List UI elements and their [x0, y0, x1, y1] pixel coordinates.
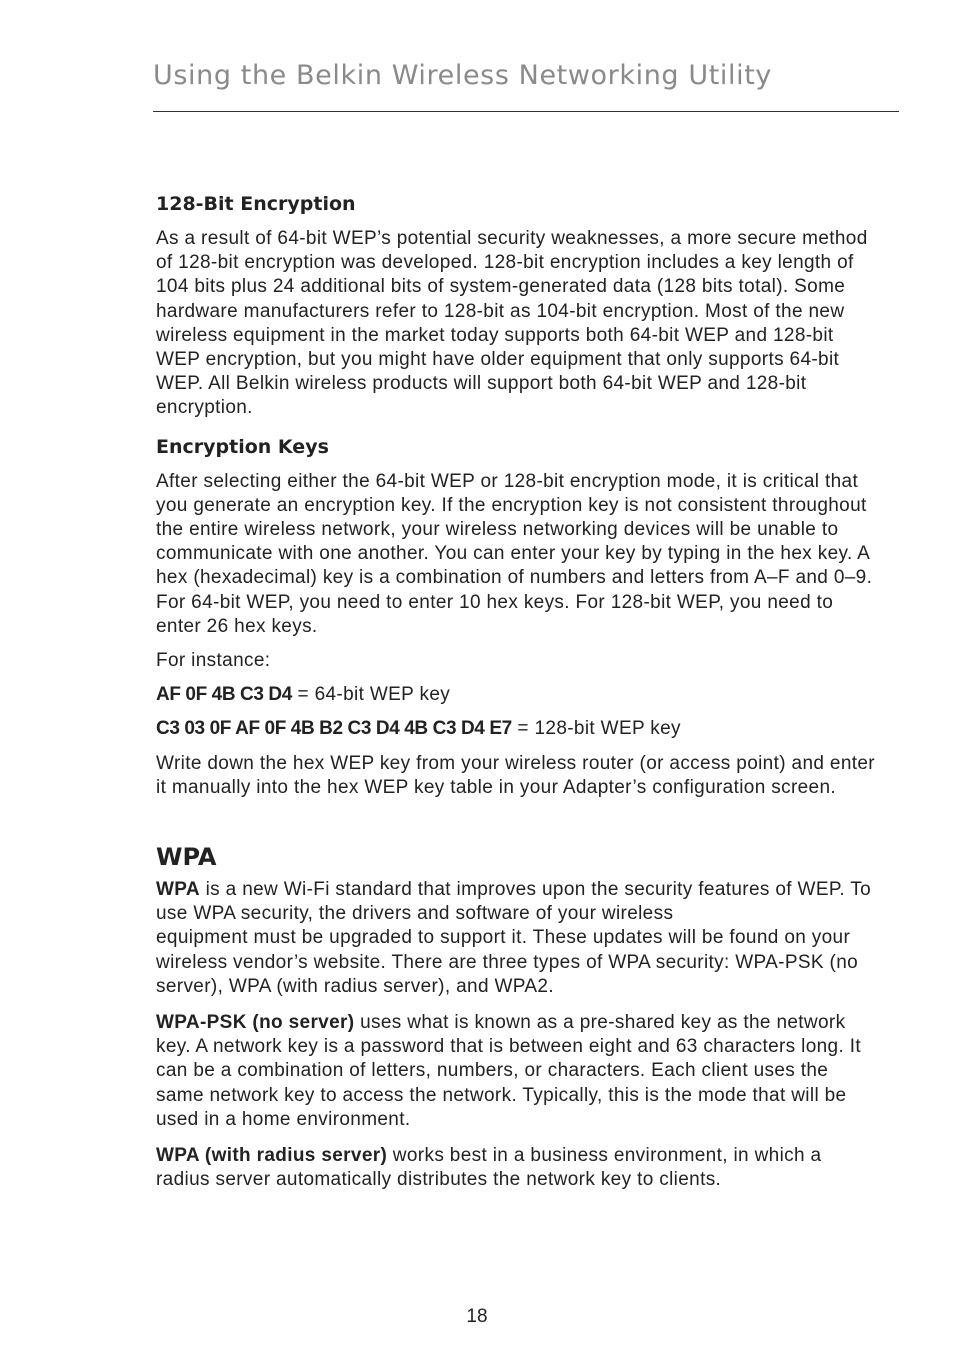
- hex-key-64bit-desc: = 64-bit WEP key: [291, 684, 451, 706]
- paragraph-wpa-intro: [156, 878, 876, 999]
- wpa-psk-body: uses what is known as a pre-shared key as the network key. A network key is a password that is between eight and 63 characters long. It can be a combination of letters, numbers, or characters. Each client uses the same network key to access the network. Typically, this is the mode that will be used in a home environment.: [156, 1012, 861, 1130]
- header-divider: [153, 111, 899, 112]
- wpa-psk-term: WPA-PSK (no server): [156, 1012, 355, 1034]
- paragraph-encryption-keys: After selecting either the 64-bit WEP or 128-bit encryption mode, it is critical that you generate an encryption key. If the encryption key is not consistent throughout the entire wireless network, your wireless networking devices will be unable to communicate with one another. You can enter your key by typing in the hex key. A hex (hexadecimal) key is a combination of numbers and letters from A–F and 0–9. For 64-bit WEP, you need to enter 10 hex keys. For 128-bit WEP, you need to enter 26 hex keys.: [156, 470, 873, 637]
- page-number: 18: [466, 1306, 488, 1327]
- wpa-radius-body: works best in a business environment, in which a radius server automatically distributes the network key to clients.: [156, 1145, 822, 1191]
- paragraph-wpa-psk: [156, 1011, 876, 1132]
- paragraph-128bit: As a result of 64-bit WEP’s potential security weaknesses, a more secure method of 128-bit encryption was developed. 128-bit encryption includes a key length of 104 bits plus 24 additional bits of system-generated data (128 bits total). Some hardware manufacturers refer to 128-bit as 104-bit encryption. Most of the new wireless equipment in the market today supports both 64-bit WEP and 128-bit WEP encryption, but you might have older equipment that only supports 64-bit WEP. All Belkin wireless products will support both 64-bit WEP and 128-bit encryption.: [156, 228, 868, 419]
- wpa-intro-line2: equipment must be upgraded to support it. These updates will be found on your wireless vendor’s website. There are three types of WPA security: WPA-PSK (no server), WPA (with radius server), and WPA2.: [156, 927, 859, 997]
- section-heading-128bit: 128-Bit Encryption: [156, 193, 356, 215]
- paragraph-wpa-radius: [156, 1144, 876, 1192]
- page-content: [156, 188, 876, 1203]
- page-header-title: Using the Belkin Wireless Networking Utility: [153, 60, 772, 91]
- paragraph-write-down-key: Write down the hex WEP key from your wireless router (or access point) and enter it manually into the hex WEP key table in your Adapter’s configuration screen.: [156, 752, 875, 798]
- hex-key-128bit: C3 03 0F AF 0F 4B B2 C3 D4 4B C3 D4 E7: [156, 718, 512, 740]
- wpa-radius-term: WPA (with radius server): [156, 1145, 388, 1167]
- instance-label: For instance:: [156, 650, 271, 672]
- wpa-term: WPA: [156, 879, 200, 901]
- example-128bit: [156, 717, 876, 741]
- section-heading-encryption-keys: Encryption Keys: [156, 435, 329, 458]
- wpa-intro-line1: is a new Wi-Fi standard that improves upon the security features of WEP. To use WPA security, the drivers and software of your wireless: [156, 879, 872, 925]
- section-heading-wpa: WPA: [156, 843, 217, 872]
- hex-key-128bit-desc: = 128-bit WEP key: [511, 718, 681, 740]
- example-64bit: [156, 683, 876, 707]
- hex-key-64bit: AF 0F 4B C3 D4: [156, 684, 292, 706]
